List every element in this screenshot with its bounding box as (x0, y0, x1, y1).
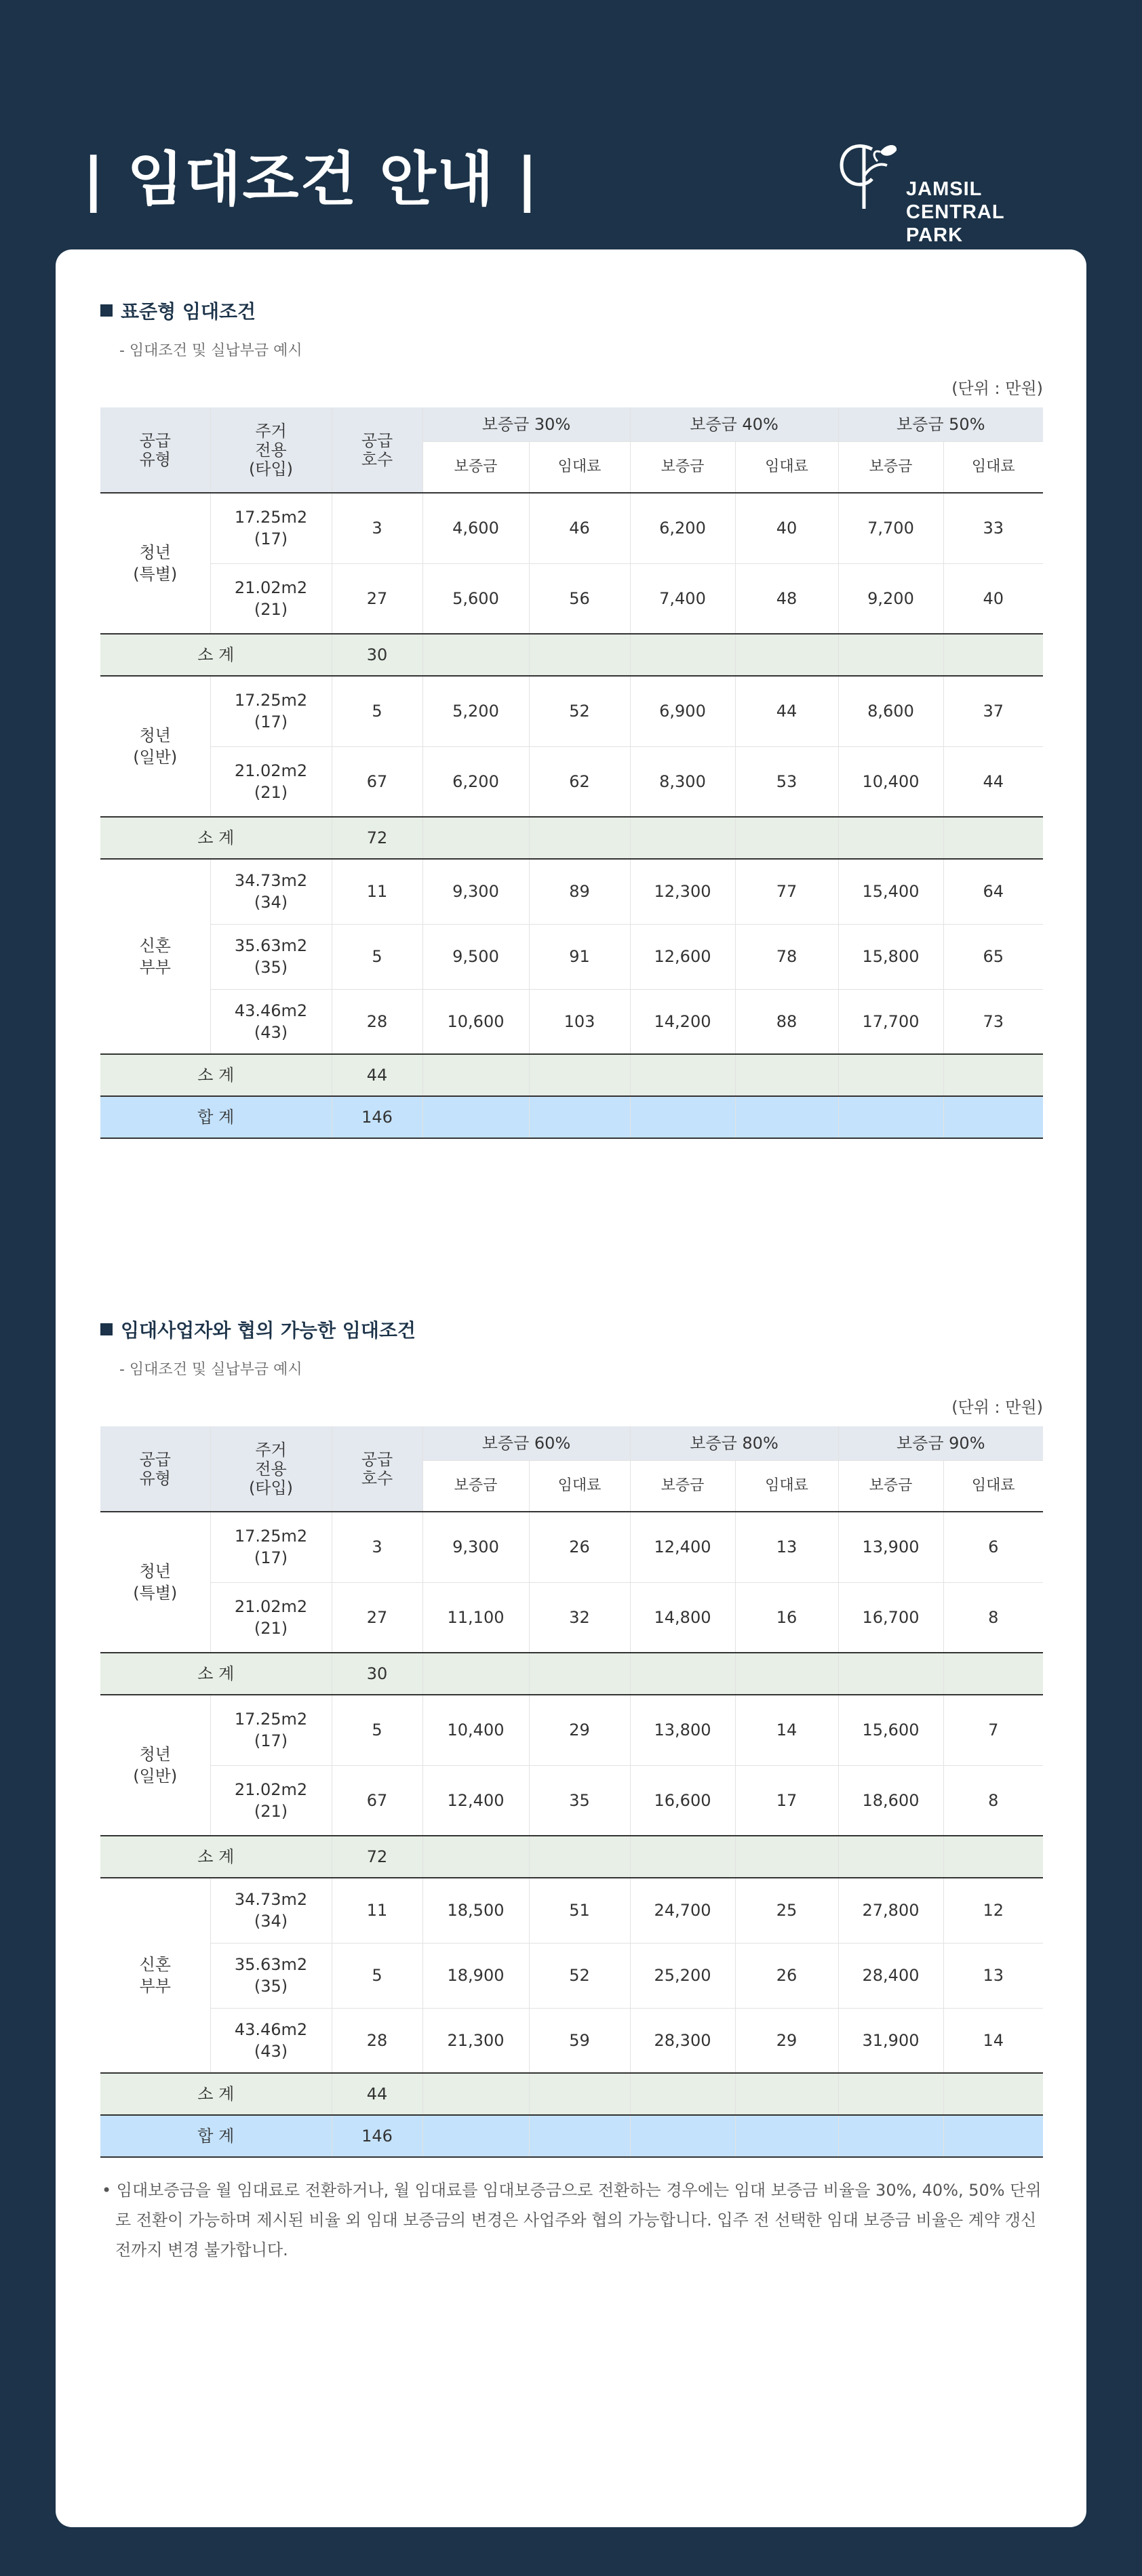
section-title-text: 임대사업자와 협의 가능한 임대조건 (121, 1319, 416, 1342)
subtotal-value: 72 (332, 1836, 422, 1878)
units-cell: 5 (332, 676, 422, 746)
rent-cell: 52 (529, 676, 630, 746)
rent-cell: 40 (943, 563, 1043, 634)
area-cell: 21.02m2 (21) (210, 563, 332, 634)
rent-cell: 88 (735, 989, 838, 1054)
supply-type-cell: 신혼 부부 (100, 859, 210, 1054)
area-cell: 43.46m2 (43) (210, 2008, 332, 2073)
rent-cell: 14 (943, 2008, 1043, 2073)
total-value: 146 (332, 1096, 422, 1138)
area-cell: 21.02m2 (21) (210, 1582, 332, 1653)
units-cell: 5 (332, 1943, 422, 2008)
deposit-cell: 10,400 (838, 746, 943, 817)
deposit-cell: 31,900 (838, 2008, 943, 2073)
rent-cell: 53 (735, 746, 838, 817)
area-cell: 43.46m2 (43) (210, 989, 332, 1054)
rent-cell: 16 (735, 1582, 838, 1653)
subtotal-value: 44 (332, 1054, 422, 1096)
area-cell: 21.02m2 (21) (210, 746, 332, 817)
deposit-cell: 15,800 (838, 924, 943, 989)
area-cell: 35.63m2 (35) (210, 1943, 332, 2008)
area-cell: 17.25m2 (17) (210, 493, 332, 563)
subtotal-label: 소 계 (100, 2073, 332, 2115)
rent-table (100, 407, 1043, 1139)
deposit-cell: 15,400 (838, 859, 943, 924)
section-title (100, 297, 1043, 324)
deposit-cell: 28,300 (630, 2008, 735, 2073)
deposit-cell: 7,400 (630, 563, 735, 634)
deposit-cell: 6,200 (630, 493, 735, 563)
table-row (100, 1582, 1043, 1653)
unit-label: (단위 : 만원) (951, 379, 1043, 398)
section-title-text: 표준형 임대조건 (121, 300, 256, 323)
area-cell: 21.02m2 (21) (210, 1765, 332, 1836)
area-cell: 17.25m2 (17) (210, 1512, 332, 1582)
rent-cell: 48 (735, 563, 838, 634)
deposit-cell: 7,700 (838, 493, 943, 563)
header-deposit: 보증금 (630, 1460, 735, 1512)
logo (833, 136, 1063, 246)
rent-cell: 46 (529, 493, 630, 563)
header-group: 보증금 80% (630, 1426, 838, 1460)
table-row (100, 1878, 1043, 1943)
content-card (56, 249, 1086, 2527)
deposit-cell: 12,300 (630, 859, 735, 924)
rent-cell: 13 (735, 1512, 838, 1582)
deposit-cell: 27,800 (838, 1878, 943, 1943)
rent-cell: 37 (943, 676, 1043, 746)
deposit-cell: 28,400 (838, 1943, 943, 2008)
header-supply-type: 공급 유형 (100, 1426, 210, 1512)
subtotal-row (100, 634, 1043, 676)
area-cell: 17.25m2 (17) (210, 1695, 332, 1765)
subtotal-value: 30 (332, 634, 422, 676)
logo-mark-icon (833, 136, 901, 217)
table-row (100, 1695, 1043, 1765)
deposit-cell: 10,400 (422, 1695, 529, 1765)
section-title (100, 1316, 1043, 1343)
deposit-cell: 12,400 (422, 1765, 529, 1836)
units-cell: 28 (332, 2008, 422, 2073)
rent-cell: 8 (943, 1765, 1043, 1836)
rent-cell: 89 (529, 859, 630, 924)
table-row (100, 989, 1043, 1054)
subtotal-value: 30 (332, 1653, 422, 1695)
rent-cell: 26 (735, 1943, 838, 2008)
square-bullet-icon (100, 1323, 113, 1335)
deposit-cell: 15,600 (838, 1695, 943, 1765)
subtotal-row (100, 1653, 1043, 1695)
deposit-cell: 25,200 (630, 1943, 735, 2008)
total-row (100, 2115, 1043, 2157)
header-group: 보증금 40% (630, 407, 838, 441)
deposit-cell: 8,600 (838, 676, 943, 746)
rent-cell: 44 (943, 746, 1043, 817)
table-row (100, 859, 1043, 924)
header-rent: 임대료 (735, 441, 838, 493)
deposit-cell: 12,600 (630, 924, 735, 989)
section-subtitle: - 임대조건 및 실납부금 예시 (119, 1361, 302, 1378)
standard-rent-section (100, 297, 1043, 1139)
units-cell: 3 (332, 493, 422, 563)
rent-cell: 25 (735, 1878, 838, 1943)
units-cell: 67 (332, 1765, 422, 1836)
rent-cell: 91 (529, 924, 630, 989)
rent-cell: 12 (943, 1878, 1043, 1943)
units-cell: 5 (332, 924, 422, 989)
deposit-cell: 9,300 (422, 859, 529, 924)
rent-cell: 14 (735, 1695, 838, 1765)
rent-cell: 62 (529, 746, 630, 817)
rent-cell: 65 (943, 924, 1043, 989)
rent-cell: 64 (943, 859, 1043, 924)
units-cell: 67 (332, 746, 422, 817)
area-cell: 34.73m2 (34) (210, 1878, 332, 1943)
deposit-cell: 17,700 (838, 989, 943, 1054)
rent-cell: 78 (735, 924, 838, 989)
header-deposit: 보증금 (838, 441, 943, 493)
deposit-cell: 11,100 (422, 1582, 529, 1653)
deposit-cell: 6,900 (630, 676, 735, 746)
rent-cell: 40 (735, 493, 838, 563)
rent-cell: 103 (529, 989, 630, 1054)
deposit-cell: 18,900 (422, 1943, 529, 2008)
rent-cell: 17 (735, 1765, 838, 1836)
header-rent: 임대료 (529, 1460, 630, 1512)
rent-cell: 52 (529, 1943, 630, 2008)
rent-cell: 56 (529, 563, 630, 634)
rent-cell: 44 (735, 676, 838, 746)
header-rent: 임대료 (943, 1460, 1043, 1512)
rent-cell: 35 (529, 1765, 630, 1836)
header-units: 공급 호수 (332, 1426, 422, 1512)
total-row (100, 1096, 1043, 1138)
table-row (100, 746, 1043, 817)
deposit-cell: 9,200 (838, 563, 943, 634)
units-cell: 28 (332, 989, 422, 1054)
deposit-cell: 13,800 (630, 1695, 735, 1765)
total-label: 합 계 (100, 1096, 332, 1138)
subtotal-label: 소 계 (100, 1054, 332, 1096)
deposit-cell: 12,400 (630, 1512, 735, 1582)
header-deposit: 보증금 (422, 441, 529, 493)
supply-type-cell: 청년 (특별) (100, 493, 210, 634)
subtotal-row (100, 1836, 1043, 1878)
deposit-cell: 5,200 (422, 676, 529, 746)
header-group: 보증금 30% (422, 407, 630, 441)
rent-cell: 29 (529, 1695, 630, 1765)
rent-cell: 73 (943, 989, 1043, 1054)
deposit-cell: 24,700 (630, 1878, 735, 1943)
area-cell: 17.25m2 (17) (210, 676, 332, 746)
supply-type-cell: 청년 (일반) (100, 1695, 210, 1836)
rent-cell: 59 (529, 2008, 630, 2073)
units-cell: 27 (332, 1582, 422, 1653)
rent-cell: 13 (943, 1943, 1043, 2008)
units-cell: 3 (332, 1512, 422, 1582)
header-units: 공급 호수 (332, 407, 422, 493)
logo-line-1: JAMSIL (906, 178, 983, 200)
footnote: • 임대보증금을 월 임대료로 전환하거나, 월 임대료를 임대보증금으로 전환하는 경우에는 임대 보증금 비율을 30%, 40%, 50% 단위로 전환이 가능하며 제시된 비율 외 임대 보증금의 변경은 사업주와 협의 가능합니다. 입주 전 선택한 임대 보증금 비율은 계약 갱신 전까지 변경 불가합니다. (102, 2181, 1042, 2259)
logo-line-2: CENTRAL PARK (906, 201, 1005, 246)
unit-label: (단위 : 만원) (951, 1398, 1043, 1417)
subtotal-label: 소 계 (100, 817, 332, 859)
table-row (100, 1512, 1043, 1582)
table-row (100, 563, 1043, 634)
header-group: 보증금 50% (838, 407, 1043, 441)
page-title: | 임대조건 안내 | (83, 146, 540, 214)
rent-cell: 33 (943, 493, 1043, 563)
subtotal-row (100, 817, 1043, 859)
table-row (100, 1765, 1043, 1836)
units-cell: 11 (332, 1878, 422, 1943)
header-rent: 임대료 (529, 441, 630, 493)
rent-cell: 29 (735, 2008, 838, 2073)
area-cell: 35.63m2 (35) (210, 924, 332, 989)
rent-cell: 51 (529, 1878, 630, 1943)
supply-type-cell: 청년 (특별) (100, 1512, 210, 1653)
header-supply-type: 공급 유형 (100, 407, 210, 493)
deposit-cell: 13,900 (838, 1512, 943, 1582)
deposit-cell: 14,200 (630, 989, 735, 1054)
subtotal-label: 소 계 (100, 1836, 332, 1878)
header-area: 주거 전용 (타입) (210, 1426, 332, 1512)
subtotal-row (100, 2073, 1043, 2115)
section-subtitle: - 임대조건 및 실납부금 예시 (119, 342, 302, 359)
header-rent: 임대료 (943, 441, 1043, 493)
total-value: 146 (332, 2115, 422, 2157)
units-cell: 11 (332, 859, 422, 924)
rent-cell: 32 (529, 1582, 630, 1653)
rent-cell: 8 (943, 1582, 1043, 1653)
deposit-cell: 8,300 (630, 746, 735, 817)
deposit-cell: 18,600 (838, 1765, 943, 1836)
rent-table (100, 1426, 1043, 2158)
negotiable-rent-section (100, 1316, 1043, 2265)
deposit-cell: 21,300 (422, 2008, 529, 2073)
table-row (100, 924, 1043, 989)
table-row (100, 2008, 1043, 2073)
table-row (100, 1943, 1043, 2008)
deposit-cell: 9,500 (422, 924, 529, 989)
deposit-cell: 9,300 (422, 1512, 529, 1582)
deposit-cell: 16,700 (838, 1582, 943, 1653)
subtotal-value: 44 (332, 2073, 422, 2115)
header-deposit: 보증금 (838, 1460, 943, 1512)
deposit-cell: 16,600 (630, 1765, 735, 1836)
subtotal-value: 72 (332, 817, 422, 859)
area-cell: 34.73m2 (34) (210, 859, 332, 924)
header-deposit: 보증금 (630, 441, 735, 493)
square-bullet-icon (100, 304, 113, 317)
header-area: 주거 전용 (타입) (210, 407, 332, 493)
deposit-cell: 5,600 (422, 563, 529, 634)
subtotal-label: 소 계 (100, 1653, 332, 1695)
rent-cell: 26 (529, 1512, 630, 1582)
rent-cell: 77 (735, 859, 838, 924)
units-cell: 5 (332, 1695, 422, 1765)
supply-type-cell: 청년 (일반) (100, 676, 210, 817)
total-label: 합 계 (100, 2115, 332, 2157)
table-row (100, 493, 1043, 563)
subtotal-row (100, 1054, 1043, 1096)
header-rent: 임대료 (735, 1460, 838, 1512)
subtotal-label: 소 계 (100, 634, 332, 676)
deposit-cell: 18,500 (422, 1878, 529, 1943)
supply-type-cell: 신혼 부부 (100, 1878, 210, 2073)
rent-cell: 7 (943, 1695, 1043, 1765)
rent-cell: 6 (943, 1512, 1043, 1582)
deposit-cell: 6,200 (422, 746, 529, 817)
deposit-cell: 14,800 (630, 1582, 735, 1653)
header-group: 보증금 90% (838, 1426, 1043, 1460)
deposit-cell: 4,600 (422, 493, 529, 563)
table-row (100, 676, 1043, 746)
header-deposit: 보증금 (422, 1460, 529, 1512)
deposit-cell: 10,600 (422, 989, 529, 1054)
units-cell: 27 (332, 563, 422, 634)
header-group: 보증금 60% (422, 1426, 630, 1460)
